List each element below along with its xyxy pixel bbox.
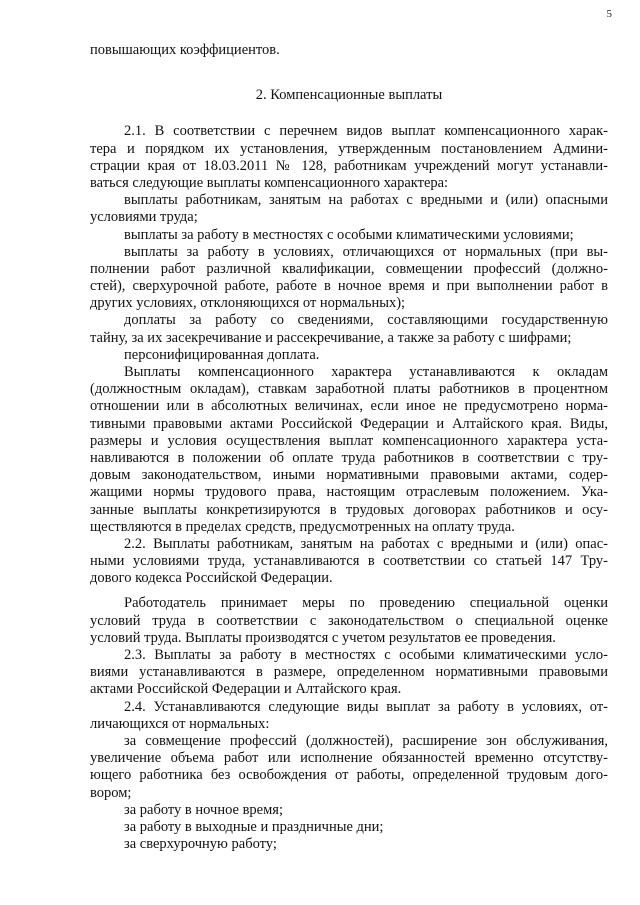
- list-item: [90, 312, 608, 346]
- paragraph-line: 2.4. Устанавливаются следующие виды выплат за работу в условиях, от-: [124, 698, 608, 715]
- list-item-line: стей), сверхурочной работе, работе в ночное время и при выполнении работ в: [90, 278, 608, 295]
- paragraph-line: размеры и условия осуществления выплат компенсационного характера уста-: [90, 432, 608, 449]
- list-2-4: [90, 733, 608, 853]
- page-number: 5: [606, 8, 612, 20]
- list-item-line: за работу в выходные и праздничные дни;: [124, 818, 384, 835]
- paragraph-line: тивными правовыми актами Российской Федерации и Алтайского края. Виды,: [90, 415, 608, 432]
- list-item: [90, 347, 608, 364]
- paragraph-line: 2.2. Выплаты работникам, занятым на работах с вредными и (или) опас-: [124, 535, 608, 552]
- list-item-line: выплаты работникам, занятым на работах с вредными и (или) опасными: [124, 192, 608, 209]
- paragraph-line: жащими нормы трудового права, настоящим отраслевым положением. Ука-: [90, 484, 608, 501]
- list-item: [90, 227, 608, 244]
- paragraph-line: ваться следующие выплаты компенсационного характера:: [90, 174, 449, 191]
- paragraph-2-3: [90, 647, 608, 699]
- list-item-line: выплаты за работу в местностях с особыми климатическими условиями;: [124, 226, 574, 243]
- list-item: [90, 836, 608, 853]
- paragraph-2-4: [90, 699, 608, 733]
- list-item-line: других условиях, отклоняющихся от нормальных);: [90, 295, 406, 312]
- list-item: [90, 244, 608, 313]
- list-item: [90, 802, 608, 819]
- paragraph-compensation: [90, 364, 608, 536]
- list-item-line: выплаты за работу в условиях, отличающихся от нормальных (при вы-: [124, 243, 608, 260]
- paragraph-line: тера и порядком их установления, утвержденным постановлением Админи-: [90, 140, 608, 157]
- paragraph-line: условий труда в соответствии с законодательством о специальной оценке: [90, 612, 608, 629]
- list-item-line: увеличение объема работ или исполнение обязанностей временно отсутству-: [90, 750, 608, 767]
- paragraph-line: 2.1. В соответствии с перечнем видов выплат компенсационного харак-: [124, 123, 608, 140]
- list-item: [90, 192, 608, 226]
- document-body: [90, 42, 608, 853]
- paragraph-line: Работодатель принимает меры по проведению специальной оценки: [124, 595, 608, 612]
- list-item-line: тайну, за их засекречивание и рассекречивание, а также за работу с шифрами;: [90, 329, 572, 346]
- paragraph-line: виями устанавливаются в размере, определенном нормативными правовыми: [90, 664, 608, 681]
- paragraph-line: дового кодекса Российской Федерации.: [90, 570, 333, 587]
- list-item-line: за совмещение профессий (должностей), расширение зон обслуживания,: [124, 732, 608, 749]
- list-item-line: вором;: [90, 784, 132, 801]
- section-title: 2. Компенсационные выплаты: [255, 87, 443, 104]
- list-item-line: доплаты за работу со сведениями, составляющими государственную: [124, 312, 608, 329]
- list-item-line: ющего работника без освобождения от работы, определенной трудовым дого-: [90, 767, 608, 784]
- paragraph-line: 2.3. Выплаты за работу в местностях с особыми климатическими усло-: [124, 647, 608, 663]
- paragraph-line: навливаются в положении об оплате труда работников в соответствии с тру-: [90, 449, 608, 466]
- list-item-line: полнении работ различной квалификации, совмещении профессий (должно-: [90, 260, 608, 277]
- paragraph-line: довым законодательством, иными нормативными правовыми актами, содер-: [90, 467, 608, 484]
- paragraph-line: страции края от 18.03.2011 № 128, работникам учреждений могут устанавли-: [90, 157, 608, 174]
- list-item: [90, 819, 608, 836]
- paragraph-line: ными условиями труда, устанавливаются в соответствии со статьей 147 Тру-: [90, 553, 608, 570]
- paragraph-line: условий труда. Выплаты производятся с учетом результатов ее проведения.: [90, 629, 556, 646]
- paragraph-line: Выплаты компенсационного характера устанавливаются к окладам: [124, 364, 608, 380]
- paragraph-line: актами Российской Федерации и Алтайского края.: [90, 681, 402, 698]
- paragraph-employer: [90, 595, 608, 647]
- paragraph-2-2: [90, 536, 608, 588]
- paragraph-gap: [90, 587, 608, 595]
- list-item-line: условиями труда;: [90, 209, 198, 226]
- paragraph-line: ществляются в пределах средств, предусмотренных на оплату труда.: [90, 518, 515, 535]
- paragraph-2-1: [90, 123, 608, 192]
- paragraph-line: занные выплаты конкретизируются в трудовых договорах работников и осу-: [90, 501, 608, 518]
- list-item: [90, 733, 608, 802]
- list-item-line: за сверхурочную работу;: [124, 836, 277, 853]
- list-2-1: [90, 192, 608, 364]
- paragraph-line: (должностным окладам), ставкам заработной платы работников в процентном: [90, 381, 608, 398]
- list-item-line: за работу в ночное время;: [124, 801, 283, 818]
- lead-line: повышающих коэффициентов.: [90, 42, 280, 58]
- paragraph-line: отношении или в абсолютных величинах, если иное не предусмотрено норма-: [90, 398, 608, 415]
- paragraph-line: личающихся от нормальных:: [90, 715, 270, 732]
- list-item-line: персонифицированная доплата.: [124, 346, 320, 363]
